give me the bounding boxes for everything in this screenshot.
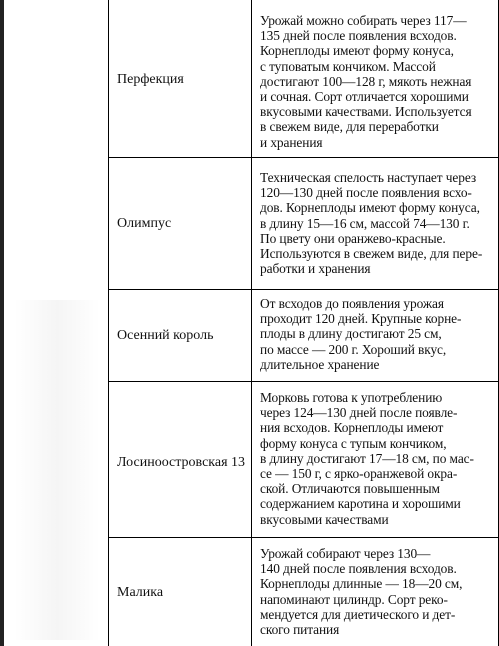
variety-name: Осенний король bbox=[117, 328, 214, 343]
variety-description: Урожай можно собирать через 117— 135 дней после появления всходов. Корнеплоды имеют форму конуса, с туповатым кончиком. Массой достигают 100—128 г, мякоть нежная и сочная. Сорт отличается хорошими вкусовыми качествами. Используется в свежем виде, для переработки и хранения bbox=[260, 13, 472, 150]
variety-description: Урожай собирают через 130— 140 дней после появления всходов. Корнеплоды длинные — 18—20 см, напоминают цилиндр. Сорт реко- мендуется для диетического и дет- ского питания bbox=[260, 546, 463, 638]
table-row-divider-2 bbox=[108, 289, 499, 290]
variety-name: Лосиноостровская 13 bbox=[117, 455, 246, 470]
table-row-divider-1 bbox=[108, 157, 499, 158]
variety-name: Малика bbox=[117, 585, 164, 600]
table-row-divider-4 bbox=[108, 537, 499, 538]
variety-name: Перфекция bbox=[117, 72, 184, 87]
table-col-border-left bbox=[108, 0, 109, 646]
variety-description: Морковь готова к употреблению через 124—130 дней после появле- ния всходов. Корнеплоды имеют форму конуса с тупым кончиком, в длину достигают 17—18 см, по мас- се — 150 г, с ярко-оранжевой окра- ской. Отличаются повышенным содержанием каротина и хорошими вкусовыми качествами bbox=[260, 390, 474, 527]
variety-name: Олимпус bbox=[117, 216, 172, 231]
table-col-border-middle bbox=[251, 0, 252, 646]
table-row-divider-3 bbox=[108, 381, 499, 382]
variety-description: От всходов до появления урожая проходит 120 дней. Крупные корне- плоды в длину достигают 25 см, по массе — 200 г. Хороший вкус, длительное хранение bbox=[260, 296, 462, 372]
variety-description: Техническая спелость наступает через 120—130 дней после появления всхо- дов. Корнеплоды имеют форму конуса, в длину 15—16 см, массой 74—130 г. По цвету они оранжево-красные. Используются в свежем виде, для пере- работки и хранения bbox=[260, 170, 483, 277]
